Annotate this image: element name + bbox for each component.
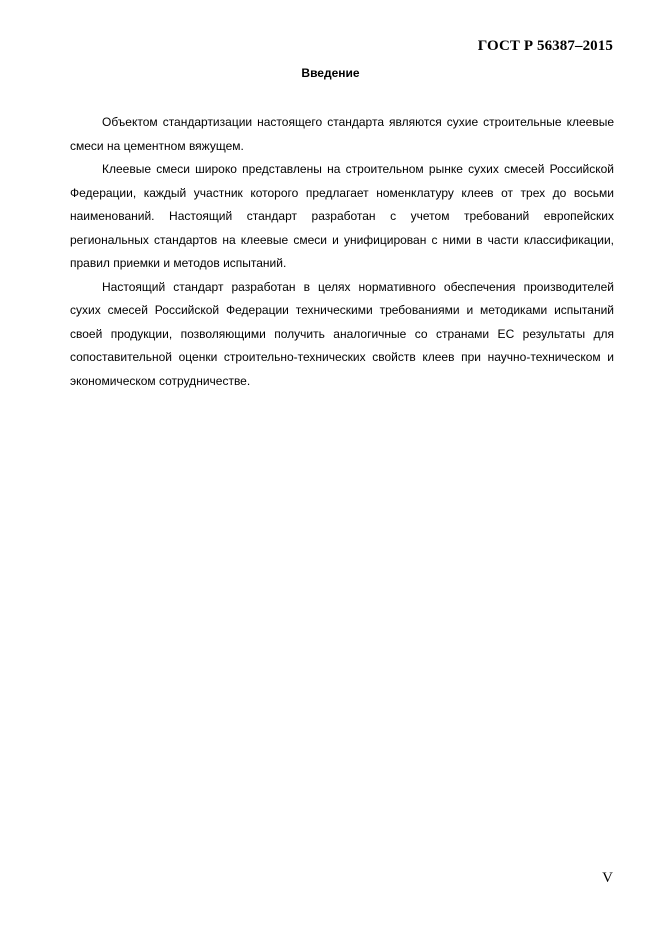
document-code: ГОСТ Р 56387–2015: [477, 38, 613, 54]
introduction-body: [70, 111, 614, 393]
paragraph-3: Настоящий стандарт разработан в целях нормативного обеспечения производителей сухих смесей Российской Федерации техническими требованиями и методиками испытаний своей продукции, позволяющими получить аналогичные со странами ЕС результаты для сопоставительной оценки строительно-технических свойств клеев при научно-техническом и экономическом сотрудничестве.: [70, 279, 614, 388]
page-number: V: [602, 870, 613, 886]
section-title: Введение: [301, 66, 360, 80]
paragraph-1: Объектом стандартизации настоящего стандарта являются сухие строительные клеевые смеси на цементном вяжущем.: [70, 115, 614, 153]
paragraph-2: Клеевые смеси широко представлены на строительном рынке сухих смесей Российской Федерации, каждый участник которого предлагает номенклатуру клеев от трех до восьми наименований. Настоящий стандарт разработан с учетом требований европейских региональных стандартов на клеевые смеси и унифицирован с ними в части классификации, правил приемки и методов испытаний.: [70, 162, 614, 270]
